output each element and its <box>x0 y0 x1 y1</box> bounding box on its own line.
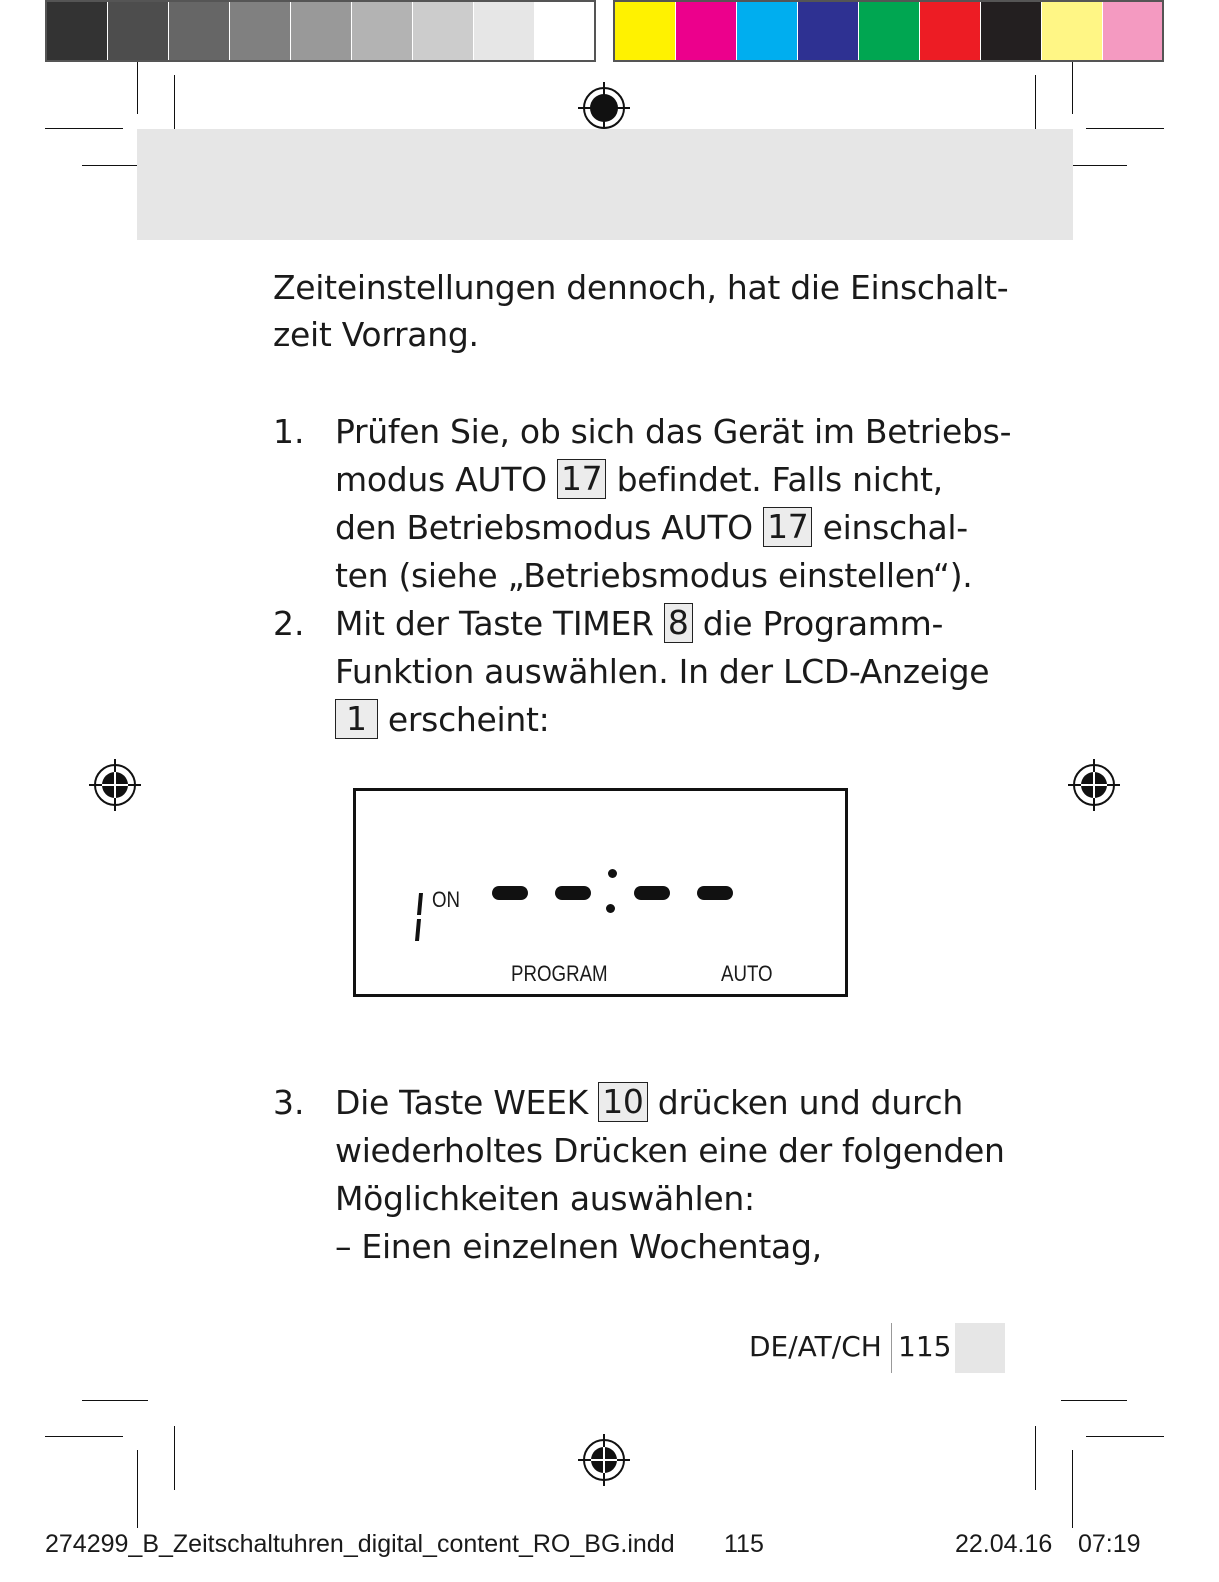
step-line: 1 erscheint: <box>335 696 549 744</box>
color-swatch <box>798 2 858 60</box>
step-line: Funktion auswählen. In der LCD-Anzeige <box>335 652 990 691</box>
step-line: Mit der Taste TIMER 8 die Programm- <box>335 603 944 643</box>
color-swatch <box>920 2 980 60</box>
reference-number-box: 10 <box>598 1082 647 1122</box>
color-swatch <box>859 2 919 60</box>
header-band <box>137 129 1073 240</box>
lcd-colon-dot <box>606 904 615 913</box>
gray-swatch <box>474 2 534 60</box>
lcd-dash-segment <box>697 886 733 900</box>
registration-mark-icon <box>1068 759 1120 811</box>
page-number: 115 <box>898 1330 952 1363</box>
step-line: wiederholtes Drücken eine der folgenden <box>335 1131 1005 1170</box>
slug-date: 22.04.16 <box>955 1530 1053 1558</box>
gray-swatch <box>535 2 594 60</box>
slug-filename: 274299_B_Zeitschaltuhren_digital_content_RO_BG.indd <box>45 1530 675 1558</box>
slug-page: 115 <box>724 1530 764 1558</box>
gray-swatch <box>230 2 290 60</box>
step-number: 3. <box>273 1083 305 1122</box>
registration-mark-icon <box>578 82 630 134</box>
reference-number-box: 1 <box>335 699 378 739</box>
gray-swatch <box>413 2 473 60</box>
region-label: DE/AT/CH <box>749 1330 882 1363</box>
lcd-on-label: ON <box>432 887 461 912</box>
step-line: den Betriebsmodus AUTO 17 einschal- <box>335 507 968 547</box>
color-swatch <box>1103 2 1162 60</box>
gray-swatch <box>352 2 412 60</box>
page-tab <box>955 1323 1005 1373</box>
intro-line: Zeiteinstellungen dennoch, hat die Einschalt- <box>273 268 1009 307</box>
lcd-dash-segment <box>492 886 528 900</box>
reference-number-box: 17 <box>557 459 606 499</box>
step-line: modus AUTO 17 befindet. Falls nicht, <box>335 459 943 499</box>
color-swatch <box>615 2 675 60</box>
intro-line: zeit Vorrang. <box>273 315 479 354</box>
lcd-dash-segment <box>555 886 591 900</box>
step-number: 1. <box>273 412 305 451</box>
step-line: Prüfen Sie, ob sich das Gerät im Betriebs- <box>335 412 1012 451</box>
gray-swatch <box>47 2 107 60</box>
reference-number-box: 8 <box>664 603 693 643</box>
color-swatch <box>676 2 736 60</box>
reference-number-box: 17 <box>763 507 812 547</box>
lcd-dash-segment <box>634 886 670 900</box>
gray-swatch <box>108 2 168 60</box>
slug-time: 07:19 <box>1078 1530 1141 1558</box>
color-swatch <box>981 2 1041 60</box>
registration-mark-icon <box>89 759 141 811</box>
color-swatch <box>737 2 797 60</box>
gray-swatch <box>169 2 229 60</box>
lcd-auto-label: AUTO <box>721 961 773 986</box>
step-line: Die Taste WEEK 10 drücken und durch <box>335 1082 963 1122</box>
lcd-colon-dot <box>608 869 617 878</box>
step-number: 2. <box>273 604 305 643</box>
step-line: Möglichkeiten auswählen: <box>335 1179 755 1218</box>
step-line: ten (siehe „Betriebsmodus einstellen“). <box>335 556 973 595</box>
lcd-display-illustration <box>353 788 848 997</box>
lcd-digit-one <box>410 891 424 945</box>
step-line: – Einen einzelnen Wochentag, <box>335 1227 822 1266</box>
gray-swatch <box>291 2 351 60</box>
registration-mark-icon <box>578 1434 630 1486</box>
color-swatch <box>1042 2 1102 60</box>
lcd-program-label: PROGRAM <box>511 961 608 986</box>
